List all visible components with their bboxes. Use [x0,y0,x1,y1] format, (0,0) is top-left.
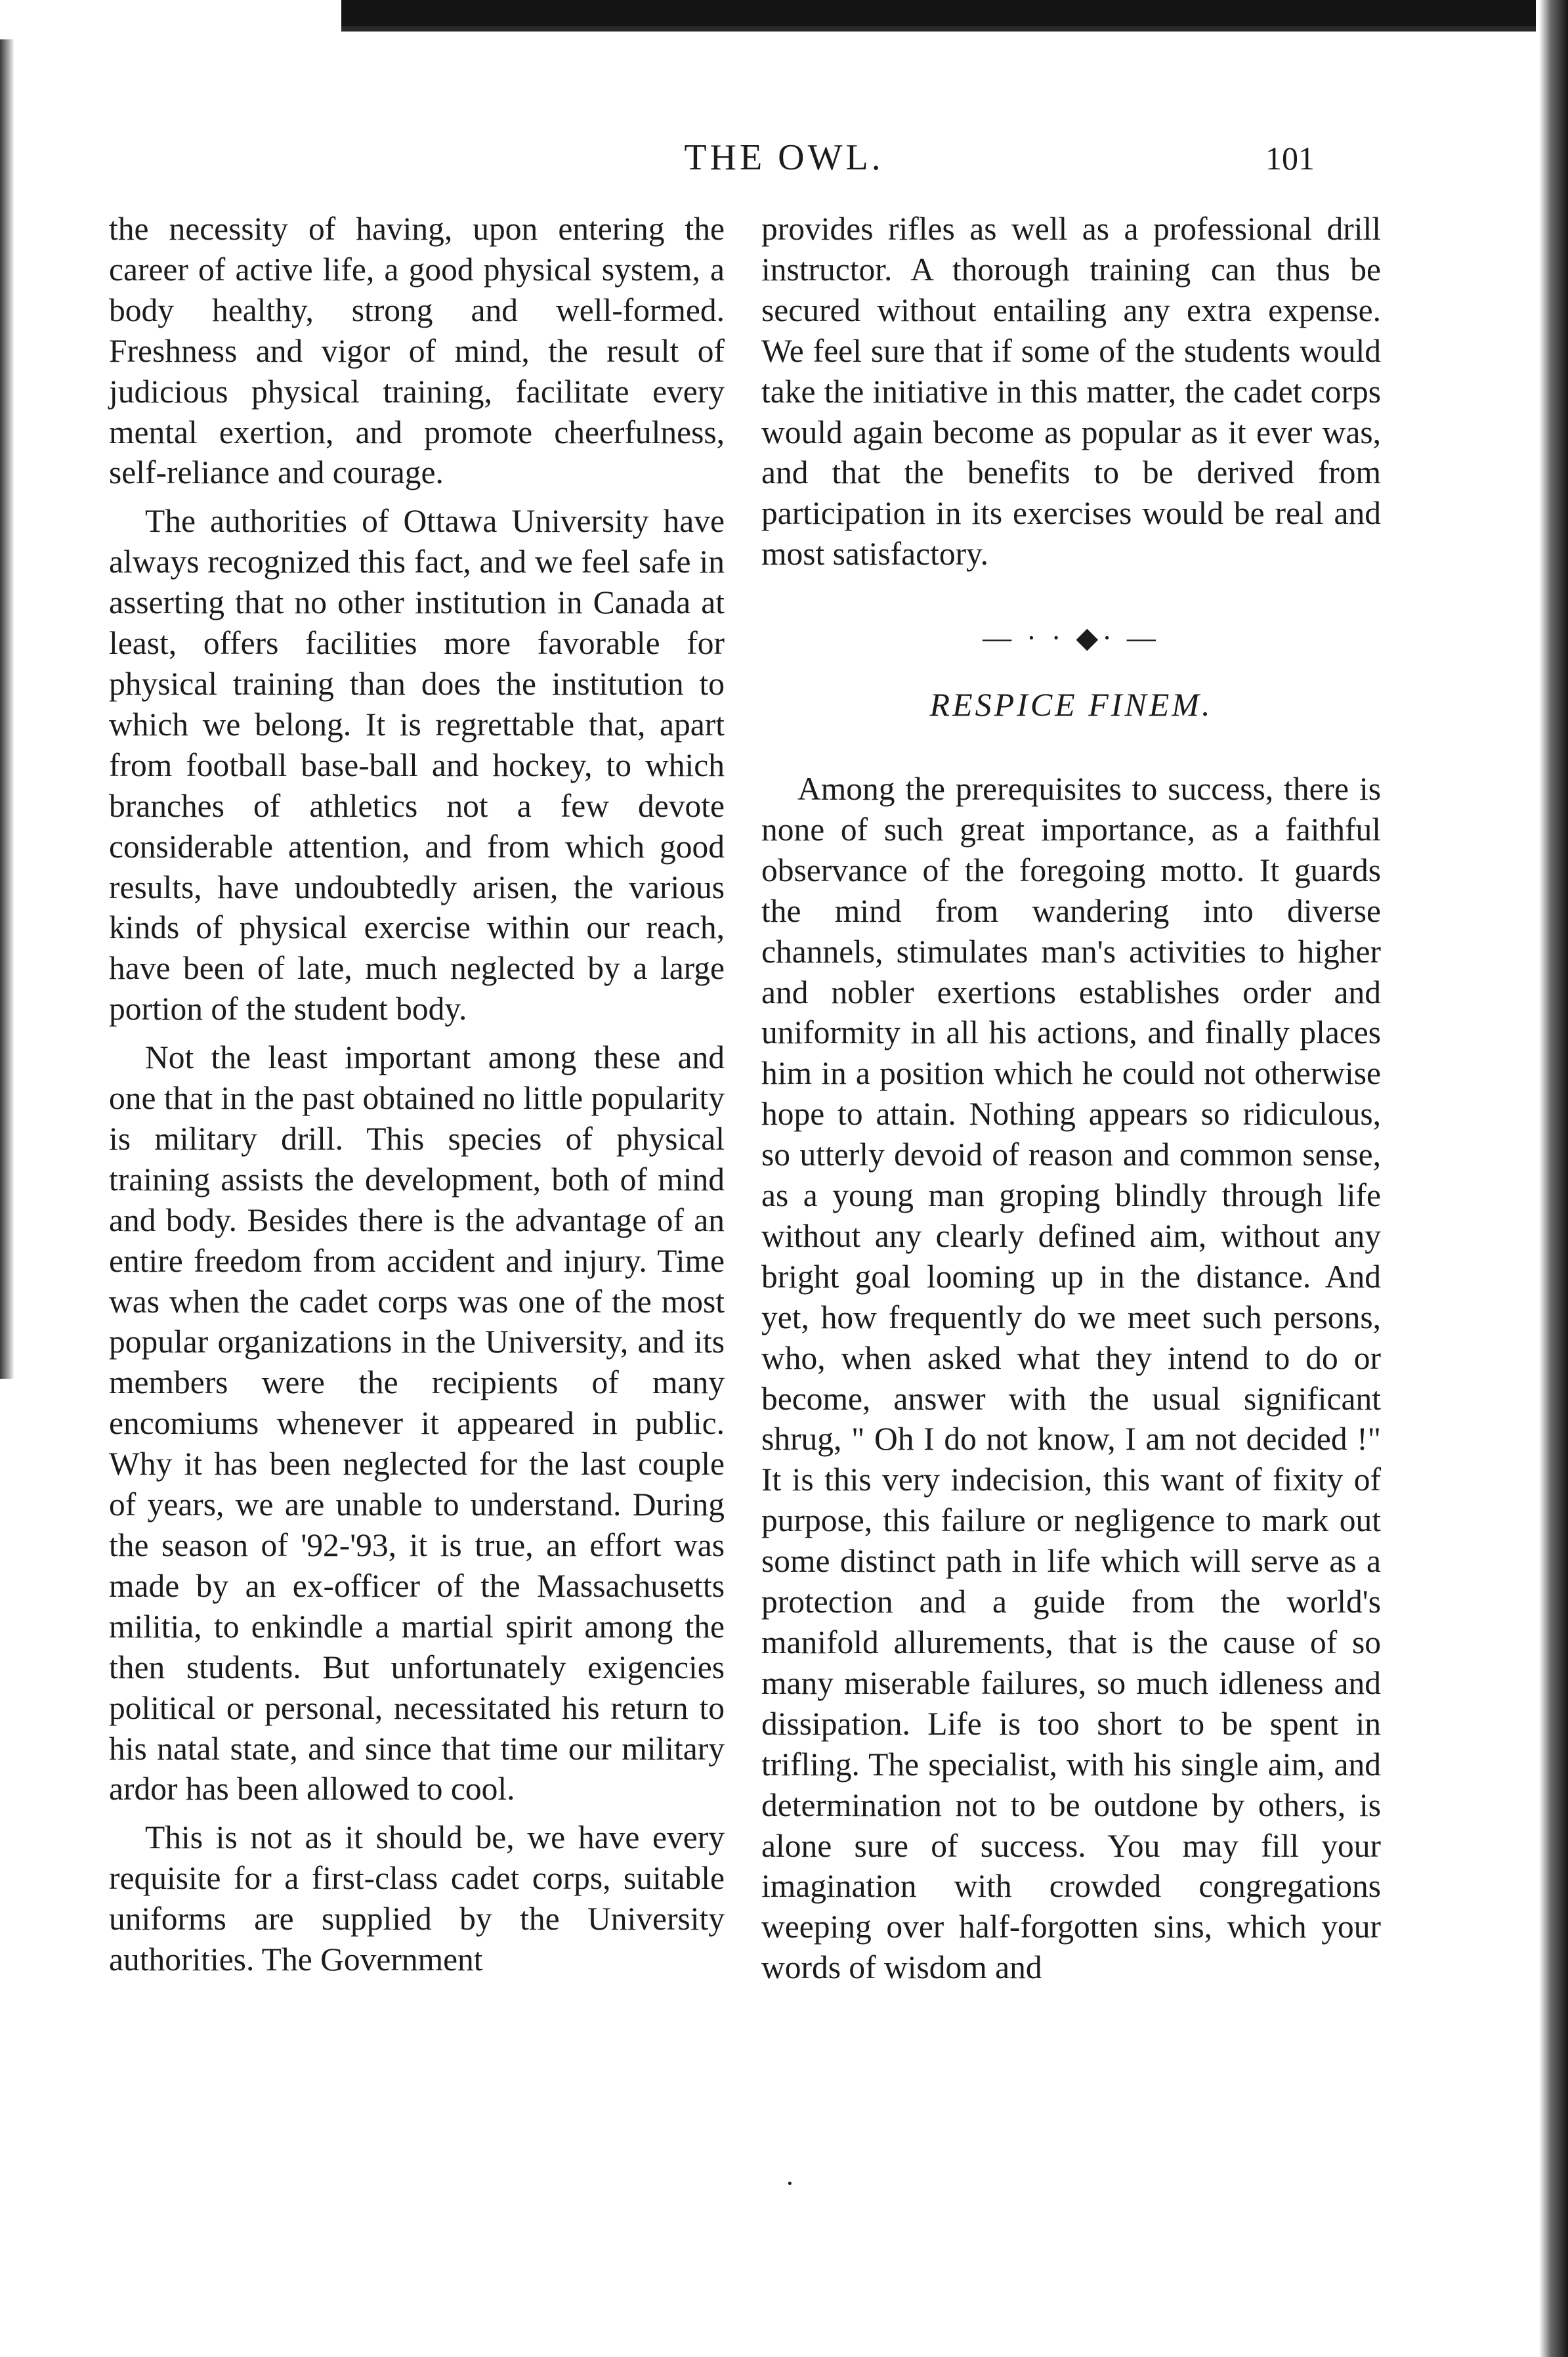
right-scan-edge [1539,0,1568,2357]
page-number: 101 [1265,140,1315,177]
left-paragraph-3: Not the least important among these and one that in the past obtained no little popularity is military drill. This species of physical training assists the development, both of mind and body. Besides there is the advantage of an entire freedom from accident and injury. Time was when the cadet corps was one of the most popular organizations in the University, and its members were the recipients of many encomiums whenever it appeared in public. Why it has been neglected for the last couple of years, we are unable to understand. During the season of '92-'93, it is true, an effort was made by an ex-officer of the Massachusetts militia, to enkindle a martial spirit among the then students. But unfortunately exigencies political or personal, necessitated his return to his natal state, and since that time our military ardor has been allowed to cool. [109,1039,725,1807]
section-title: RESPICE FINEM. [929,686,1213,724]
section-divider: — · · ◆· — [983,622,1160,655]
left-paragraph-4: This is not as it should be, we have every requisite for a first-class cadet corps, suitable uniforms are supplied by the University authorities. The Government [109,1819,725,1978]
right-paragraph-2: Among the prerequisites to success, there is none of such great importance, as a faithful observance of the foregoing motto. It guards the mind from wandering into diverse channels, stimulates man's activities to higher and nobler exertions establishes order and uniformity in all his actions, and finally places him in a position which he could not otherwise hope to attain. Nothing appears so ridiculous, so utterly devoid of reason and common sense, as a young man groping blindly through life without any clearly defined aim, without any bright goal looming up in the distance. And yet, how frequently do we meet such persons, who, when asked what they intend to do or become, answer with the usual significant shrug, " Oh I do not know, I am not decided !" It is this very indecision, this want of fixity of purpose, this failure or negligence to mark out some distinct path in life which will serve as a protection and a guide from the world's manifold allurements, that is the cause of so many miserable failures, so much idleness and dissipation. Life is too short to be spent in trifling. The specialist, with his single aim, and determination not to be outdone by others, is alone sure of success. You may fill your imagination with crowded congregations weeping over half-forgotten sins, which your words of wisdom and [761,770,1381,1986]
right-paragraph-1: provides rifles as well as a professional drill instructor. A thorough training can thus be secured without entailing any extra expense. We feel sure that if some of the students would take the initiative in this matter, the cadet corps would again become as popular as it ever was, and that the benefits to be derived from participation in its exercises would be real and most satisfactory. [761,211,1381,573]
left-paragraph-2: The authorities of Ottawa University have always recognized this fact, and we feel safe in asserting that no other institution in Canada at least, offers facilities more favorable for physical training than does the institution to which we belong. It is regrettable that, apart from football base-ball and hockey, to which branches of athletics not a few devote considerable attention, and from which good results, have undoubtedly arisen, the various kinds of physical exercise within our reach, have been of late, much neglected by a large portion of the student body. [109,503,725,1027]
left-paragraph-1: the necessity of having, upon entering the career of active life, a good physical system, a body healthy, strong and well-formed. Freshness and vigor of mind, the result of judicious physical training, facilitate every mental exertion, and promote cheerfulness, self-reliance and courage. [109,211,725,491]
left-column [109,209,725,1980]
top-scan-border-lower [341,26,1536,32]
left-scan-edge [0,39,14,1379]
stray-dot-mark: · [785,2167,795,2199]
running-title: THE OWL. [684,137,884,178]
right-column [761,209,1381,1988]
